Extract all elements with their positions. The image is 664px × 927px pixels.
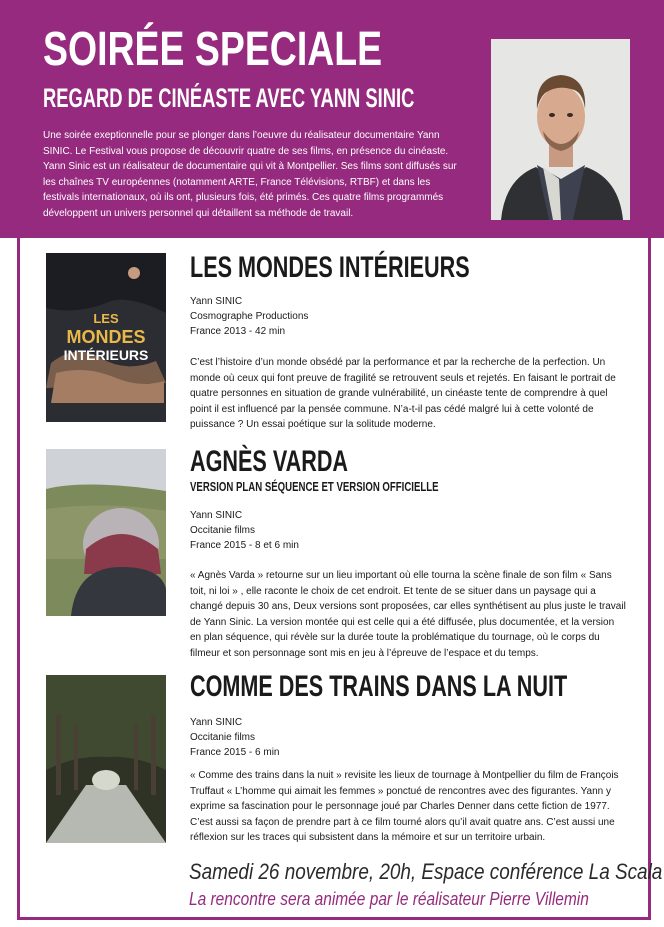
film-description: « Comme des trains dans la nuit » revisite les lieux de tournage à Montpellier du film de François Truffaut « L’homme qui aimait les femmes » ponctué de rencontres avec des figurantes. Yann y exprime sa fascination pour le personnage joué par Charles Denner dans cette fiction de 1977. C’est aussi sa façon de prendre part à ce film tourné alors qu’il avait quatre ans. C’est aussi une réflexion sur les traces qui subsistent dans la mémoire et sur un territoire urbain. — [190, 770, 619, 844]
film-credits — [190, 294, 308, 339]
film-description: « Agnès Varda » retourne sur un lieu important où elle tourna la scène finale de son film « Sans toit, ni loi » , elle raconte le choix de cet endroit. Et tente de se situer dans un paysage qui a changé depuis 30 ans, Deux versions sont proposées, car elles synthétisent au plus juste le travail de Yann Sinic. La version montée qui est celle qui a été diffusée, plus documentée, et la version en plan séquence, qui révèle sur la durée toute la problématique du tournage, où le corps du filmeur et son personnage sont mis en jeu à l’épreuve de l’espace et du temps. — [190, 570, 626, 659]
film-producer: Occitanie films — [190, 732, 256, 743]
film-description: C’est l’histoire d’un monde obsédé par la performance et par la recherche de la perfection. Un monde où ceux qui font preuve de fragilité se retrouvent seuls et rejetés. En faisant le portrait de quatre personnes en situation de grande vulnérabilité, un cinéaste tente de comprendre à quel point il est influencé par la pensée commune. N’a-t-il pas cédé malgré lui à cette volonté de puissance ? Un essai poétique sur la solitude moderne. — [190, 357, 616, 431]
film-details: France 2015 - 6 min — [190, 747, 280, 758]
poster-les-mondes-interieurs — [46, 253, 166, 422]
page-title: SOIRÉE SPECIALE — [43, 23, 383, 76]
film-details: France 2015 - 8 et 6 min — [190, 540, 299, 551]
film-producer: Occitanie films — [190, 525, 256, 536]
film-credits — [190, 508, 299, 553]
film-title: LES MONDES INTÉRIEURS — [190, 251, 470, 284]
poster-agnes-varda — [46, 449, 166, 616]
film-producer: Cosmographe Productions — [190, 311, 309, 322]
poster-comme-des-trains — [46, 675, 166, 843]
poster-title-line: MONDES — [66, 327, 146, 347]
director-portrait — [491, 39, 630, 220]
intro-text: Une soirée exeptionnelle pour se plonger dans l’oeuvre du réalisateur documentaire Yann SINIC. Le Festival vous propose de découvrir quatre de ses films, en présence du cinéaste. Yann Sinic est un réalisateur de documentaire qui vit à Montpellier. Ses films sont diffusés sur les chaînes TV européennes (notamment ARTE, France Télévisions, RTBF) et dans les festivals internationaux, où ils ont, plusieurs fois, été primés. Ces quatre films programmés développent un univers personnel qui détaillent sa méthode de travail. — [43, 130, 457, 219]
film-director: Yann SINIC — [190, 717, 243, 728]
film-director: Yann SINIC — [190, 510, 243, 521]
film-subtitle: VERSION PLAN SÉQUENCE ET VERSION OFFICIELLE — [190, 479, 439, 494]
film-title: AGNÈS VARDA — [190, 445, 349, 478]
event-host: La rencontre sera animée par le réalisateur Pierre Villemin — [189, 889, 589, 909]
page-subtitle: REGARD DE CINÉASTE AVEC YANN SINIC — [43, 83, 415, 113]
poster-title-line: INTÉRIEURS — [63, 347, 149, 363]
film-credits — [190, 715, 280, 760]
header-band — [0, 0, 664, 238]
poster-title-line: LES — [93, 311, 119, 326]
film-details: France 2013 - 42 min — [190, 326, 286, 337]
event-date: Samedi 26 novembre, 20h, Espace conférence La Scala — [189, 859, 663, 884]
film-director: Yann SINIC — [190, 296, 243, 307]
film-title: COMME DES TRAINS DANS LA NUIT — [190, 670, 568, 703]
